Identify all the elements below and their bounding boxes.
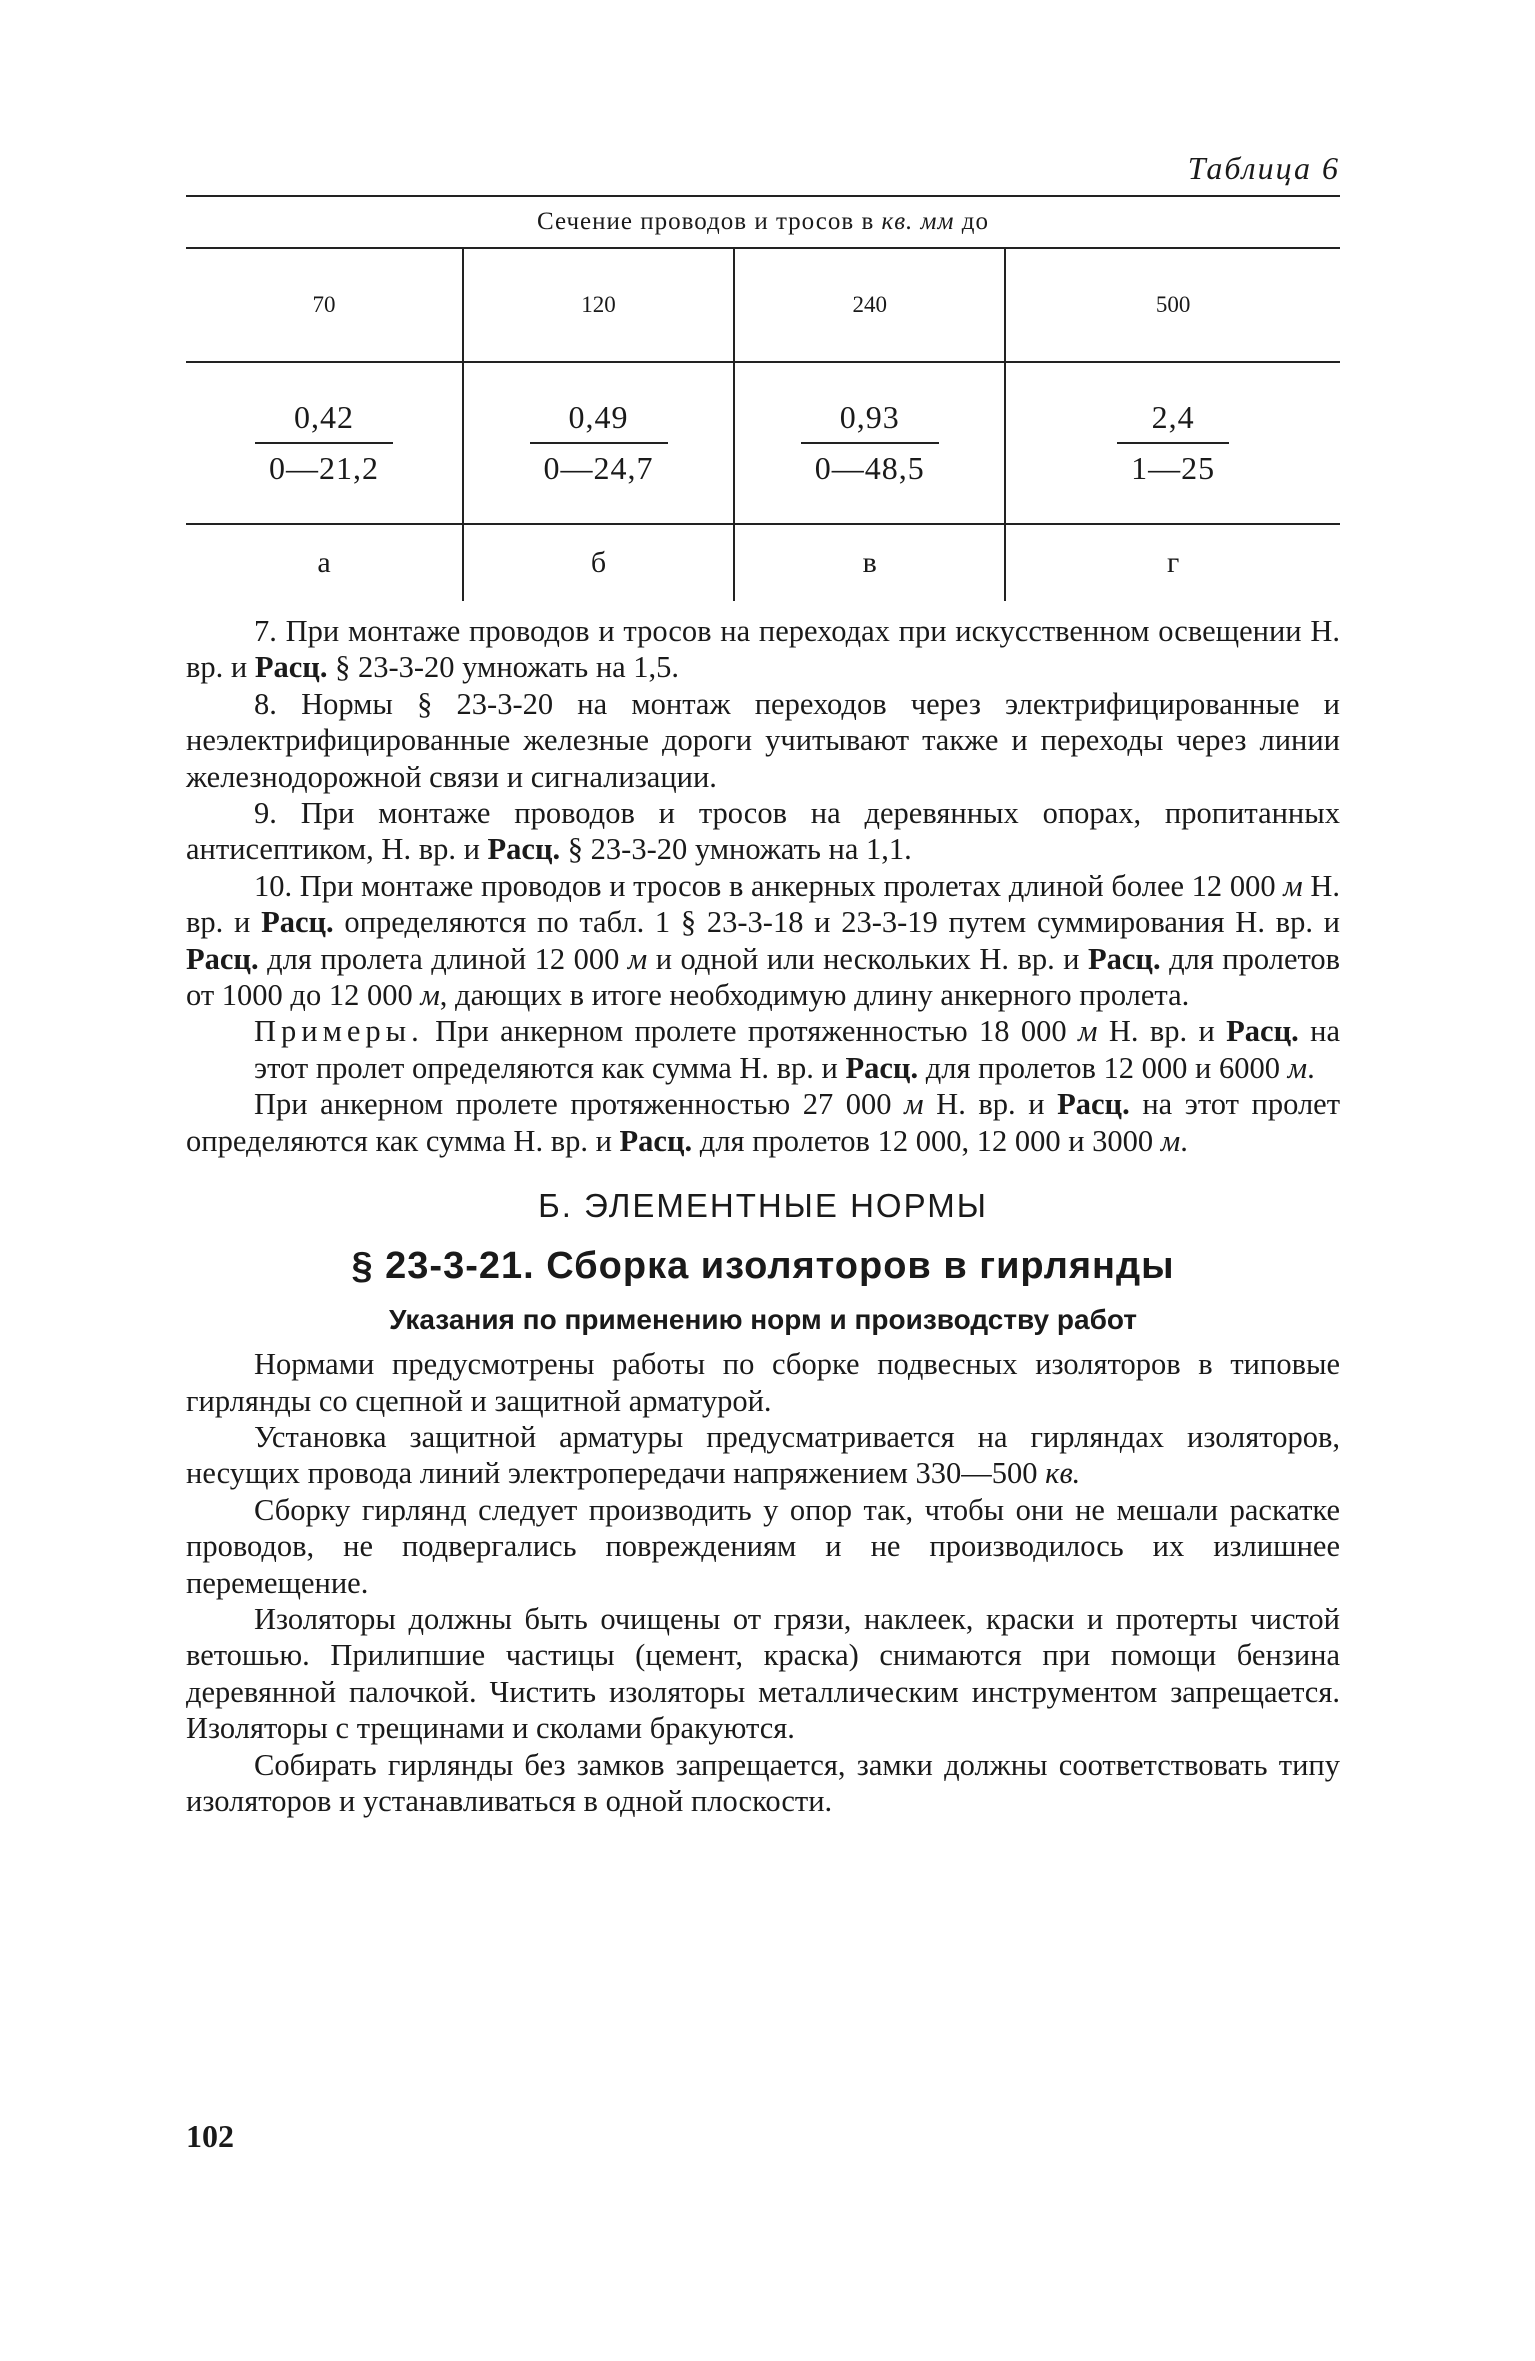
value-numerator: 0,42 [255,399,393,444]
norms-table [186,195,1340,601]
note-7: 7. При монтаже проводов и тросов на переходах при искусственном освещении Н. вр. и Расц. § 23-3-20 умножать на 1,5. [186,614,1340,685]
example-2: При анкерном пролете протяженностью 27 000 м Н. вр. и Расц. на этот пролет определяются как сумма Н. вр. и Расц. для пролетов 12 000, 12 000 и 3000 м. [186,1087,1341,1158]
table-letters-row [186,524,1340,601]
table-header-row [186,196,1340,248]
value-cell [734,362,1005,524]
instructions-body [186,1346,1340,1819]
value-denominator: 0—21,2 [268,450,379,486]
page-content [186,150,1340,1819]
note-10: 10. При монтаже проводов и тросов в анкерных пролетах длиной более 12 000 м Н. вр. и Расц. определяются по табл. 1 § 23-3-18 и 23-3-19 путем суммирования Н. вр. и Расц. для пролета длиной 12 000 м и одной или нескольких Н. вр. и Расц. для пролетов от 1000 до 12 000 м, дающих в итоге необходимую длину анкерного пролета. [186,868,1341,1013]
value-numerator: 0,93 [801,399,939,444]
instruction-paragraph: Сборку гирлянд следует производить у опор так, чтобы они не мешали раскатке проводов, не подвергались повреждениям и не производилось их излишнее перемещение. [186,1492,1340,1600]
column-letter: в [734,524,1005,601]
instruction-paragraph: Нормами предусмотрены работы по сборке подвесных изоляторов в типовые гирлянды со сцепной и защитной арматурой. [186,1347,1340,1418]
value-numerator: 0,49 [530,399,668,444]
paragraph-title: § 23-3-21. Сборка изоляторов в гирлянды [351,1245,1175,1288]
column-header: 240 [734,248,1005,362]
instruction-paragraph: Изоляторы должны быть очищены от грязи, наклеек, краски и протерты чистой ветошью. Прилипшие частицы (цемент, краска) снимаются при помощи бензина деревянной палочкой. Чистить изоляторы металлическим инструментом запрещается. Изоляторы с трещинами и сколами бракуются. [186,1601,1340,1746]
column-header: 70 [186,248,463,362]
header-text: Сечение проводов и тросов в [537,208,875,235]
table-values-row [186,362,1340,524]
column-header: 120 [463,248,734,362]
value-numerator: 2,4 [1117,399,1229,444]
value-cell [1005,362,1340,524]
header-unit: кв. мм [881,208,955,235]
value-cell [463,362,734,524]
example-1: Примеры. При анкерном пролете протяженностью 18 000 м Н. вр. и Расц. на этот пролет определяются как сумма Н. вр. и Расц. для пролетов 12 000 и 6000 м. [254,1014,1341,1085]
table-header [186,196,1340,248]
page-number: 102 [186,2118,234,2154]
note-8: 8. Нормы § 23-3-20 на монтаж переходов через электрифицированные и неэлектрифицированные железные дороги учитывают также и переходы через линии железнодорожной связи и сигнализации. [186,686,1340,794]
column-header: 500 [1005,248,1340,362]
instruction-paragraph: Установка защитной арматуры предусматривается на гирляндах изоляторов, несущих провода линий электропередачи напряжением 330—500 кв. [186,1419,1340,1491]
notes-block [186,613,1340,1159]
value-denominator: 0—24,7 [543,450,654,486]
header-tail: до [961,208,989,235]
table-columns-row [186,248,1340,362]
instruction-paragraph: Собирать гирлянды без замков запрещается, замки должны соответствовать типу изоляторов и устанавливаться в одной плоскости. [186,1747,1340,1818]
table-caption: Таблица 6 [1187,150,1340,186]
instructions-subtitle: Указания по применению норм и производству работ [389,1304,1137,1336]
column-letter: г [1005,524,1340,601]
section-heading: Б. ЭЛЕМЕНТНЫЕ НОРМЫ [538,1187,988,1225]
note-9: 9. При монтаже проводов и тросов на деревянных опорах, пропитанных антисептиком, Н. вр. и Расц. § 23-3-20 умножать на 1,1. [186,796,1340,867]
column-letter: а [317,546,331,579]
value-denominator: 1—25 [1131,450,1216,486]
value-cell [186,362,463,524]
column-letter: б [463,524,734,601]
value-denominator: 0—48,5 [814,450,925,486]
